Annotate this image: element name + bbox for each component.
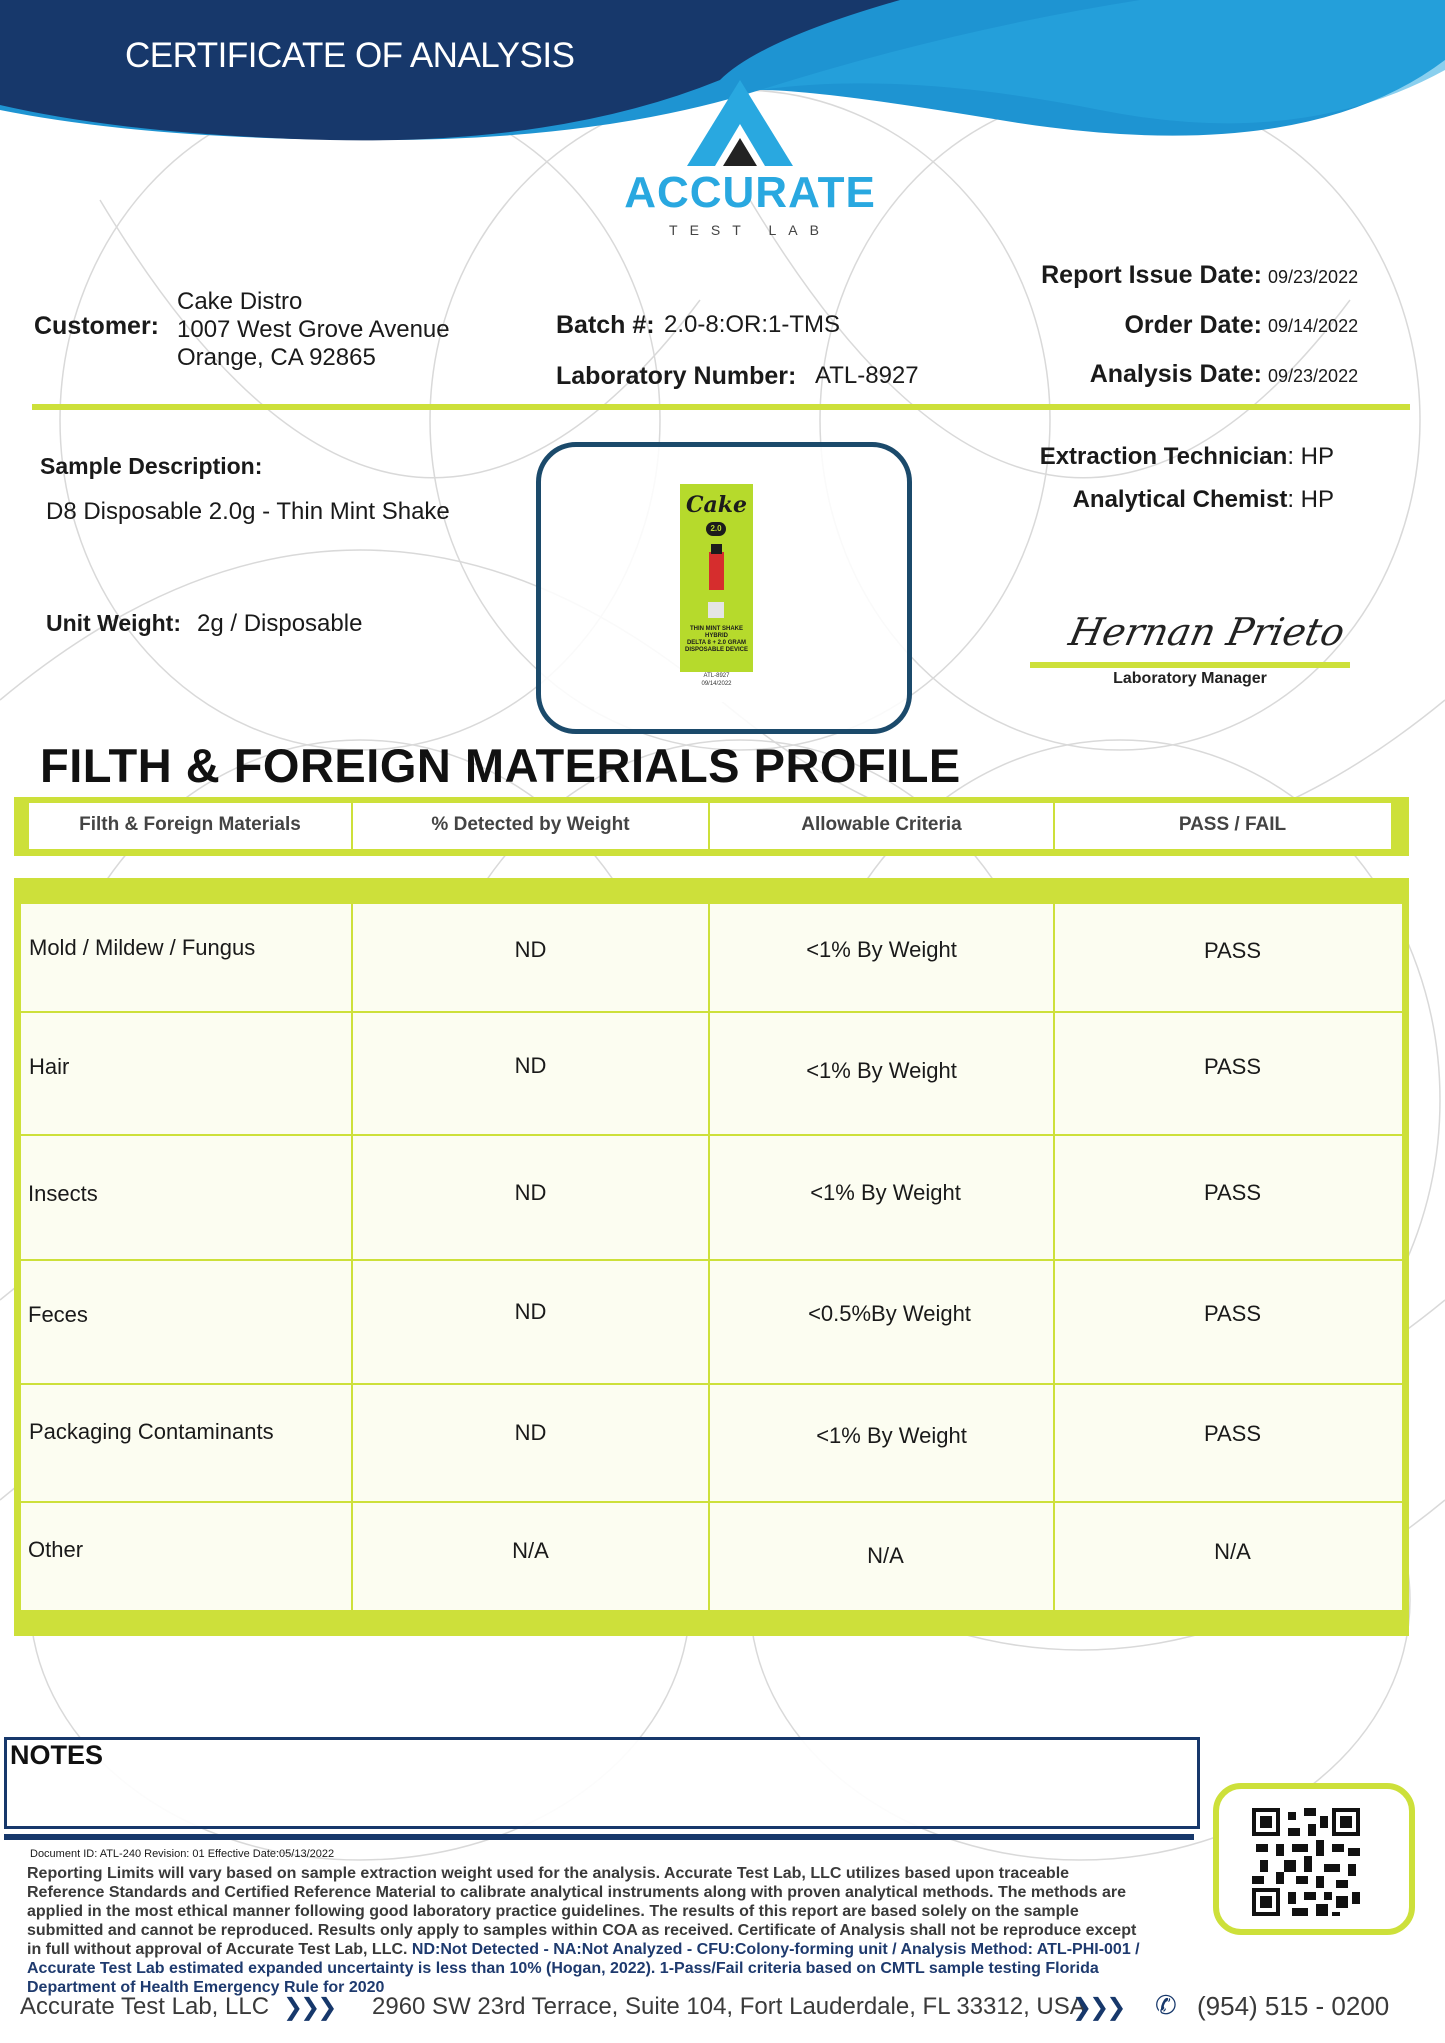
footer-arrows-icon: ❯❯❯ <box>283 1994 335 2021</box>
batch-label: Batch #: <box>556 311 655 339</box>
table-row-criteria: <1% By Weight <box>816 1423 967 1448</box>
phone-icon: ✆ <box>1155 1990 1177 2020</box>
product-type: HYBRID <box>704 633 728 639</box>
order-date-value: 09/14/2022 <box>1268 316 1359 336</box>
extraction-technician <box>1040 443 1334 471</box>
table-row-criteria: <1% By Weight <box>806 1058 957 1083</box>
qr-code-icon[interactable] <box>1252 1808 1360 1916</box>
table-row-line-1 <box>21 1011 1402 1013</box>
product-device-tip-icon <box>711 544 722 554</box>
notes-box <box>4 1737 1200 1829</box>
sample-description-value: D8 Disposable 2.0g - Thin Mint Shake <box>46 498 450 525</box>
table-row-result: PASS <box>1203 1301 1262 1326</box>
table-row-detected: ND <box>514 1420 547 1445</box>
footer-divider <box>4 1834 1194 1840</box>
table-row-criteria: <1% By Weight <box>806 937 957 962</box>
table-row-detected: ND <box>514 1299 547 1324</box>
table-row-criteria: <0.5%By Weight <box>808 1301 971 1326</box>
table-row-line-3 <box>21 1259 1402 1261</box>
table-row-result: PASS <box>1203 1421 1262 1446</box>
product-mint-icon <box>708 602 724 618</box>
table-col-line-3 <box>1053 904 1055 1610</box>
customer-address-line1: 1007 West Grove Avenue <box>177 316 450 343</box>
table-row-line-4 <box>21 1383 1402 1385</box>
logo-wordmark: ACCURATE <box>624 168 876 217</box>
table-row-line-2 <box>21 1134 1402 1136</box>
customer-address-line2: Orange, CA 92865 <box>177 344 376 371</box>
logo-subtitle: TEST LAB <box>669 222 831 238</box>
disclaimer <box>27 1864 1145 1997</box>
product-badge: 2.0 <box>706 522 726 536</box>
table-row-detected: N/A <box>512 1538 549 1563</box>
profile-title: FILTH & FOREIGN MATERIALS PROFILE <box>40 739 961 792</box>
extraction-technician-label: Extraction Technician <box>1039 443 1288 470</box>
table-row-material: Insects <box>28 1181 98 1206</box>
table-row-detected: ND <box>514 1180 547 1205</box>
sample-description-label: Sample Description: <box>40 453 263 479</box>
product-box <box>680 484 753 680</box>
product-brand: Cake <box>685 492 747 518</box>
table-col-line-1 <box>351 904 353 1610</box>
manager-title: Laboratory Manager <box>1113 670 1267 687</box>
table-row-material: Feces <box>28 1302 88 1327</box>
table-row-criteria: N/A <box>867 1543 904 1568</box>
table-row-material: Mold / Mildew / Fungus <box>29 935 256 960</box>
disclaimer-main: Reporting Limits will vary based on sample extraction weight used for the analysis. Accurate Test Lab, LLC utilizes based upon traceable Reference Standards and Certified Reference Material to calibrate analytical instruments along with proven analytical methods. The methods are applied in the most ethical manner following good laboratory practice guidelines. The results of this report are based solely on the sample submitted and cannot be reproduced. Results only apply to samples within COA as received. Certificate of Analysis shall not be reproduce except in full without approval of Accurate Test Lab, LLC. <box>27 1865 1137 1958</box>
customer-name: Cake Distro <box>177 288 303 315</box>
table-col-line-2 <box>708 904 710 1610</box>
table-row-detected: ND <box>514 1053 547 1078</box>
column-header-detected: % Detected by Weight <box>431 814 630 835</box>
analytical-chemist-label: Analytical Chemist <box>1072 486 1288 513</box>
table-row-detected: ND <box>514 937 547 962</box>
column-header-material: Filth & Foreign Materials <box>79 814 301 835</box>
data-table-inner <box>21 904 1402 1610</box>
customer-label: Customer: <box>34 312 160 340</box>
product-label-sticker <box>680 672 753 702</box>
table-row-criteria: <1% By Weight <box>810 1180 961 1205</box>
table-row-result: N/A <box>1214 1539 1251 1564</box>
unit-weight-value: 2g / Disposable <box>197 610 363 637</box>
lab-number-value: ATL-8927 <box>815 362 919 389</box>
disclaimer-definitions: ND:Not Detected - NA:Not Analyzed - CFU:Colony-forming unit / Analysis Method: ATL-PHI-001 / Accurate Test Lab estimated expanded uncertainty is less than 10% (Hogan, 2022). 1-Pass/Fail criteria based on CMTL sample testing Florida Department of Health Emergency Rule for 2020 <box>27 1941 1140 1996</box>
table-row-material: Other <box>28 1537 84 1562</box>
logo-triangle-icon <box>685 78 795 168</box>
manager-signature: Hernan Prieto <box>1065 610 1349 654</box>
header-divider <box>32 404 1410 410</box>
footer-phone[interactable]: (954) 515 - 0200 <box>1197 1991 1390 2021</box>
analytical-chemist-value: : HP <box>1287 486 1334 513</box>
analysis-date-label: Analysis Date: <box>1089 360 1262 388</box>
table-row-result: PASS <box>1203 1054 1262 1079</box>
product-spec1: DELTA 8 + 2.0 GRAM <box>686 640 747 646</box>
column-header-criteria: Allowable Criteria <box>801 814 962 835</box>
analytical-chemist <box>1073 486 1334 514</box>
document-id-line: Document ID: ATL-240 Revision: 01 Effective Date:05/13/2022 <box>30 1848 335 1860</box>
notes-title: NOTES <box>10 1740 104 1770</box>
report-issue-date-label: Report Issue Date: <box>1041 261 1262 289</box>
table-row-line-5 <box>21 1501 1402 1503</box>
footer-arrows-icon-2: ❯❯❯ <box>1072 1994 1124 2021</box>
product-spec2: DISPOSABLE DEVICE <box>684 647 748 653</box>
signature-line <box>1030 662 1350 668</box>
product-label-lab-no: ATL-8927 <box>703 673 730 679</box>
document-title: CERTIFICATE OF ANALYSIS <box>125 36 575 75</box>
order-date-label: Order Date: <box>1124 311 1262 339</box>
batch-value: 2.0-8:OR:1-TMS <box>664 311 841 338</box>
report-issue-date-value: 09/23/2022 <box>1268 267 1359 287</box>
lab-number-label: Laboratory Number: <box>556 362 797 390</box>
footer-address: 2960 SW 23rd Terrace, Suite 104, Fort Lauderdale, FL 33312, USA <box>372 1993 1086 2020</box>
table-row-material: Packaging Contaminants <box>29 1419 274 1444</box>
footer-company: Accurate Test Lab, LLC <box>20 1993 270 2020</box>
product-device-icon <box>709 552 724 590</box>
extraction-technician-value: : HP <box>1287 443 1334 470</box>
table-row-result: PASS <box>1203 1180 1262 1205</box>
product-label-date: 09/14/2022 <box>701 681 732 687</box>
product-name: THIN MINT SHAKE <box>690 626 743 632</box>
column-header-result: PASS / FAIL <box>1178 814 1287 835</box>
table-row-result: PASS <box>1203 938 1262 963</box>
table-row-material: Hair <box>29 1054 70 1079</box>
unit-weight-label: Unit Weight: <box>46 610 181 636</box>
analysis-date-value: 09/23/2022 <box>1268 366 1359 386</box>
